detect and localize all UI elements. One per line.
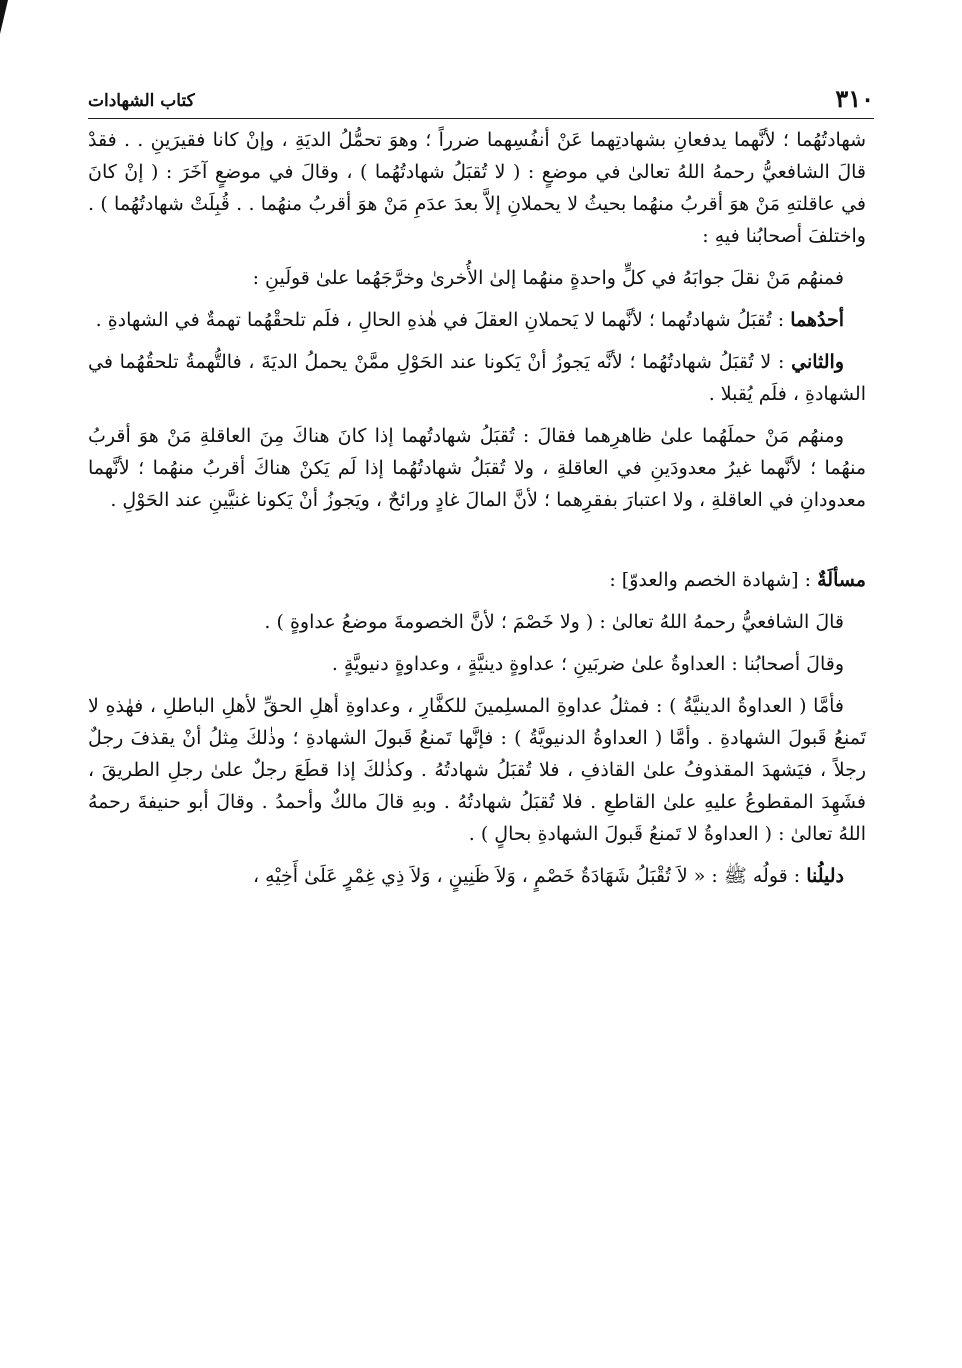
corner-scan-mark (0, 0, 8, 34)
paragraph-text: فمنهُم مَنْ نقلَ جوابَهُ في كلٍّ واحدةٍ منهُما إلىٰ الأُخرىٰ وخرَّجَهُما علىٰ قولَينِ : (252, 267, 844, 289)
paragraph-text: : لا تُقبَلُ شهادتُهُما ؛ لأنَّه يَجوزُ أنْ يَكونا عند الحَوْلِ ممَّنْ يحملُ الديَةَ ، فالتُّهمةُ تلحقُهُما في الشهادةِ ، فلَم يُقبلا . (88, 351, 866, 405)
paragraph-continuation (88, 124, 866, 252)
paragraph-evidence (88, 860, 866, 892)
paragraph-text: قالَ الشافعيُّ رحمهُ اللهُ تعالىٰ : ( ولا خَصْمَ ؛ لأنَّ الخصومةَ موضعُ عداوةٍ ) . (264, 611, 844, 633)
paragraph-text: وقالَ أصحابُنا : العداوةُ علىٰ ضربَينِ ؛ عداوةٍ دينيَّةٍ ، وعداوةٍ دنيويَّةٍ . (331, 653, 844, 675)
paragraph-enmity-details (88, 690, 866, 850)
paragraph-text: شهادتُهُما ؛ لأنَّهما يدفعانِ بشهادتِهما عَنْ أنفُسِهما ضرراً ؛ وهوَ تحمُّلُ الديَةِ ، وإنْ كانا فقيرَينِ . . فقدْ قالَ الشافعيُّ رحمهُ اللهُ تعالىٰ في موضعٍ : ( لا تُقبَلُ شهادتُهُما ) ، وقالَ في موضعٍ آخَرَ : ( إنْ كانَ في عاقلتهِ مَنْ هوَ أقربُ منهُما بحيثُ لا يحملانِ إلاَّ بعدَ عدَمِ مَنْ هوَ أقربُ منهُما . . قُبِلَتْ شهادتُهُما ) . واختلفَ أصحابُنا فيهِ : (88, 129, 866, 247)
paragraph-lead: أحدُهما (790, 309, 844, 331)
page-header (88, 84, 874, 119)
paragraph-first-opinion (88, 304, 866, 336)
paragraph-shafii-quote (88, 606, 866, 638)
section-heading (88, 564, 866, 596)
page-number: ٣١٠ (835, 84, 874, 113)
paragraph-lead: دليلُنا (806, 865, 844, 887)
paragraph-text: : قولُه ﷺ : « لاَ تُقْبَلُ شَهَادَةُ خَصْمٍ ، وَلاَ ظَنِينٍ ، وَلاَ ذِي غِمْرٍ عَلَىٰ أَخِيْهِ ، (252, 865, 807, 887)
paragraph-two-kinds (88, 648, 866, 680)
running-title: كتاب الشهادات (88, 91, 195, 111)
paragraph-text: فأمَّا ( العداوةُ الدينيَّةُ ) : فمثلُ عداوةِ المسلِمينَ للكفَّارِ ، وعداوةِ أهلِ الحقِّ لأهلِ الباطلِ ، فهٰذهِ لا تَمنعُ قَبولَ الشهادةِ . وأمَّا ( العداوةُ الدنيويَّةُ ) : فإنَّها تَمنعُ قَبولَ الشهادةِ ؛ وذٰلكَ مِثلُ أنْ يقذفَ رجلٌ رجلاً ، فيَشهدَ المقذوفُ علىٰ القاذفِ ، فلا تُقبَلُ شهادتُهُ . وكذٰلكَ إذا قطَعَ رجلٌ علىٰ رجلِ الطريقَ ، فشَهِدَ المقطوعُ عليهِ علىٰ القاطعِ . فلا تُقبَلُ شهادتُهُ . وبهِ قالَ مالكٌ وأحمدُ . وقالَ أبو حنيفةَ رحمهُ اللهُ تعالىٰ : ( العداوةُ لا تَمنعُ قَبولَ الشهادةِ بحالٍ ) . (88, 695, 866, 845)
paragraph-second-opinion (88, 346, 866, 410)
paragraph-text: : تُقبَلُ شهادتُهما ؛ لأنَّهما لا يَحملانِ العقلَ في هٰذهِ الحالِ ، فلَم تلحقْهُما تهمةٌ في الشهادةِ . (95, 309, 791, 331)
paragraph-lead: والثاني (791, 351, 844, 373)
paragraph-literal-view (88, 420, 866, 516)
paragraph-text: ومنهُم مَنْ حملَهُما علىٰ ظاهرِهما فقالَ : تُقبَلُ شهادتُهما إذا كانَ هناكَ مِنَ العاقلةِ مَنْ هوَ أقربُ منهُما ؛ لأنَّهما غيرُ معدودَينِ في العاقلةِ ، ولا تُقبَلُ شهادتُهُما إذا لَم يَكنْ هناكَ أقربُ منهُما ؛ لأنَّهما معدودانِ في العاقلةِ ، ولا اعتبارَ بفقرِهما ؛ لأنَّ المالَ غادٍ ورائحٌ ، ويَجوزُ أنْ يَكونا غنيَّينِ عند الحَوْلِ . (88, 425, 866, 511)
section-lead: مسألَةٌ (817, 569, 866, 591)
paragraph-two-opinions (88, 262, 866, 294)
section-title: : [شهادة الخصم والعدوّ] : (609, 569, 818, 591)
page-body (88, 124, 866, 902)
